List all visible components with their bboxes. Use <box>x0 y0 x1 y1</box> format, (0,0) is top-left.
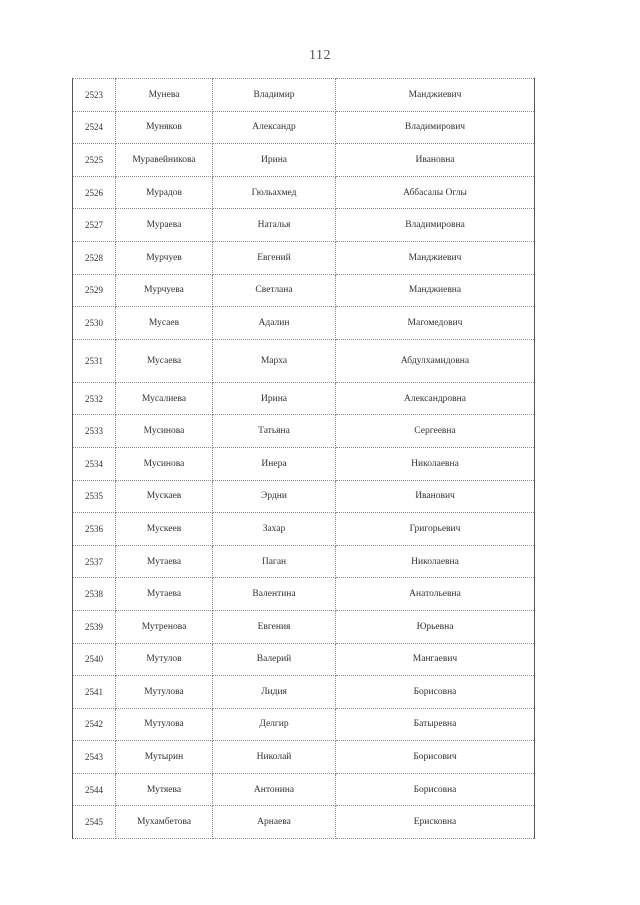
patronymic-cell: Борисович <box>336 741 535 774</box>
first-name-cell: Инера <box>213 447 336 480</box>
table-row <box>73 382 535 415</box>
table-row <box>73 111 535 144</box>
table-row <box>73 480 535 513</box>
last-name-cell: Мусаев <box>116 307 213 340</box>
row-number: 2525 <box>73 144 116 177</box>
last-name-cell: Муняков <box>116 111 213 144</box>
row-number: 2538 <box>73 578 116 611</box>
row-number: 2534 <box>73 447 116 480</box>
row-number: 2541 <box>73 676 116 709</box>
patronymic-cell: Абдулхамидовна <box>336 339 535 382</box>
first-name-cell: Татьяна <box>213 415 336 448</box>
table-row <box>73 274 535 307</box>
table-row <box>73 643 535 676</box>
last-name-cell: Мускеев <box>116 513 213 546</box>
last-name-cell: Муравейникова <box>116 144 213 177</box>
first-name-cell: Николай <box>213 741 336 774</box>
first-name-cell: Гюльахмед <box>213 176 336 209</box>
first-name-cell: Марха <box>213 339 336 382</box>
table-row <box>73 741 535 774</box>
first-name-cell: Паган <box>213 545 336 578</box>
last-name-cell: Мутырин <box>116 741 213 774</box>
first-name-cell: Евгений <box>213 241 336 274</box>
first-name-cell: Светлана <box>213 274 336 307</box>
row-number: 2532 <box>73 382 116 415</box>
table-row <box>73 144 535 177</box>
row-number: 2543 <box>73 741 116 774</box>
patronymic-cell: Николаевна <box>336 447 535 480</box>
row-number: 2529 <box>73 274 116 307</box>
patronymic-cell: Манджиевич <box>336 79 535 112</box>
patronymic-cell: Магомедович <box>336 307 535 340</box>
last-name-cell: Мутаева <box>116 578 213 611</box>
last-name-cell: Мутулова <box>116 676 213 709</box>
first-name-cell: Лидия <box>213 676 336 709</box>
row-number: 2542 <box>73 708 116 741</box>
table-row <box>73 513 535 546</box>
row-number: 2537 <box>73 545 116 578</box>
patronymic-cell: Григорьевич <box>336 513 535 546</box>
patronymic-cell: Ерисковна <box>336 806 535 839</box>
patronymic-cell: Александровна <box>336 382 535 415</box>
last-name-cell: Мусаева <box>116 339 213 382</box>
first-name-cell: Владимир <box>213 79 336 112</box>
row-number: 2535 <box>73 480 116 513</box>
row-number: 2524 <box>73 111 116 144</box>
patronymic-cell: Анатольевна <box>336 578 535 611</box>
table-row <box>73 610 535 643</box>
table-row <box>73 176 535 209</box>
first-name-cell: Ирина <box>213 382 336 415</box>
patronymic-cell: Манджиевна <box>336 274 535 307</box>
row-number: 2540 <box>73 643 116 676</box>
registry-table <box>72 78 535 839</box>
first-name-cell: Наталья <box>213 209 336 242</box>
patronymic-cell: Ивановна <box>336 144 535 177</box>
last-name-cell: Мутяева <box>116 773 213 806</box>
patronymic-cell: Николаевна <box>336 545 535 578</box>
first-name-cell: Адалин <box>213 307 336 340</box>
last-name-cell: Мунева <box>116 79 213 112</box>
last-name-cell: Мутренова <box>116 610 213 643</box>
patronymic-cell: Владимирович <box>336 111 535 144</box>
first-name-cell: Эрдни <box>213 480 336 513</box>
table-row <box>73 676 535 709</box>
patronymic-cell: Юрьевна <box>336 610 535 643</box>
patronymic-cell: Манджиевич <box>336 241 535 274</box>
first-name-cell: Делгир <box>213 708 336 741</box>
table-row <box>73 241 535 274</box>
patronymic-cell: Борисовна <box>336 676 535 709</box>
table-row <box>73 773 535 806</box>
last-name-cell: Мутаева <box>116 545 213 578</box>
row-number: 2527 <box>73 209 116 242</box>
first-name-cell: Евгения <box>213 610 336 643</box>
last-name-cell: Мусалиева <box>116 382 213 415</box>
row-number: 2544 <box>73 773 116 806</box>
table-row <box>73 415 535 448</box>
table-row <box>73 708 535 741</box>
patronymic-cell: Мангаевич <box>336 643 535 676</box>
table-row <box>73 307 535 340</box>
first-name-cell: Ирина <box>213 144 336 177</box>
row-number: 2523 <box>73 79 116 112</box>
row-number: 2536 <box>73 513 116 546</box>
first-name-cell: Антонина <box>213 773 336 806</box>
last-name-cell: Мусинова <box>116 447 213 480</box>
patronymic-cell: Батыревна <box>336 708 535 741</box>
first-name-cell: Арнаева <box>213 806 336 839</box>
row-number: 2545 <box>73 806 116 839</box>
patronymic-cell: Борисовна <box>336 773 535 806</box>
last-name-cell: Мурчуев <box>116 241 213 274</box>
last-name-cell: Мухамбетова <box>116 806 213 839</box>
patronymic-cell: Владимировна <box>336 209 535 242</box>
row-number: 2539 <box>73 610 116 643</box>
table-row <box>73 209 535 242</box>
last-name-cell: Мутулов <box>116 643 213 676</box>
patronymic-cell: Аббасалы Оглы <box>336 176 535 209</box>
table-row <box>73 806 535 839</box>
row-number: 2533 <box>73 415 116 448</box>
table-row <box>73 339 535 382</box>
table-row <box>73 545 535 578</box>
first-name-cell: Захар <box>213 513 336 546</box>
first-name-cell: Александр <box>213 111 336 144</box>
patronymic-cell: Сергеевна <box>336 415 535 448</box>
patronymic-cell: Иванович <box>336 480 535 513</box>
last-name-cell: Мутулова <box>116 708 213 741</box>
page-number: 112 <box>309 48 331 63</box>
first-name-cell: Валентина <box>213 578 336 611</box>
row-number: 2531 <box>73 339 116 382</box>
last-name-cell: Мураева <box>116 209 213 242</box>
last-name-cell: Мурчуева <box>116 274 213 307</box>
last-name-cell: Мурадов <box>116 176 213 209</box>
row-number: 2526 <box>73 176 116 209</box>
table-row <box>73 447 535 480</box>
last-name-cell: Мусинова <box>116 415 213 448</box>
table-row <box>73 79 535 112</box>
table-row <box>73 578 535 611</box>
row-number: 2530 <box>73 307 116 340</box>
row-number: 2528 <box>73 241 116 274</box>
first-name-cell: Валерий <box>213 643 336 676</box>
last-name-cell: Мускаев <box>116 480 213 513</box>
